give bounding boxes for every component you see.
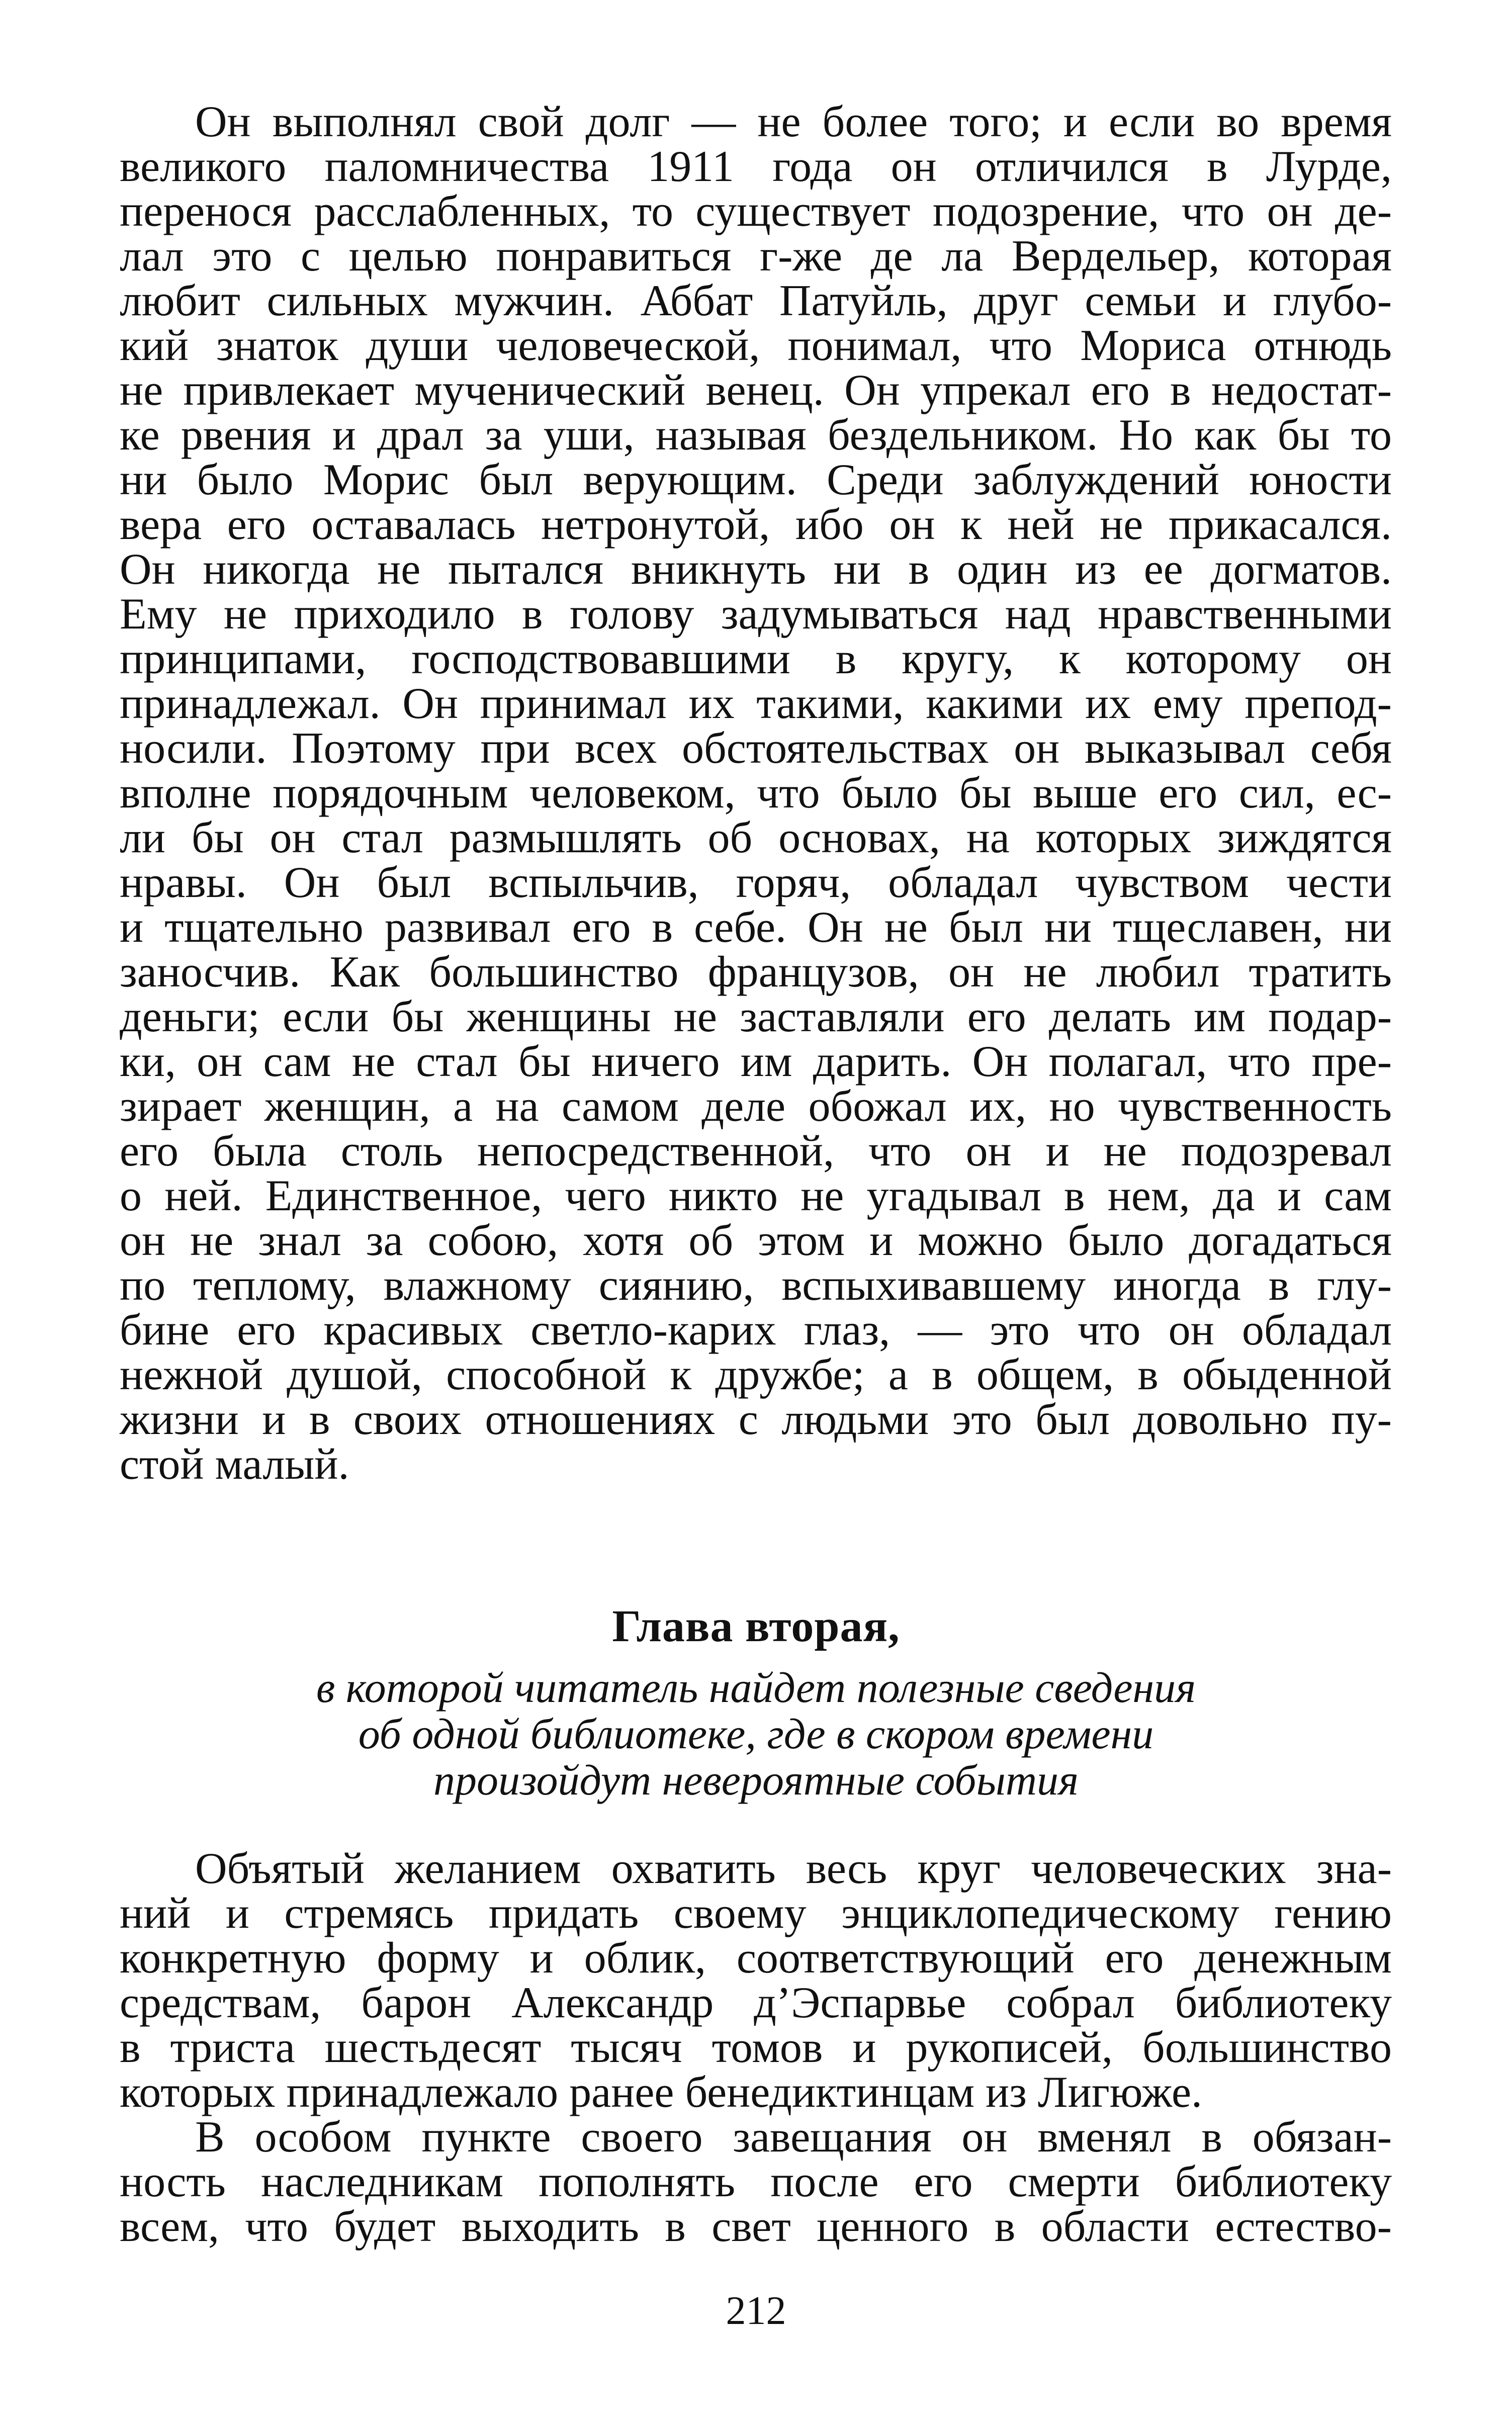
text-line: зирает женщин, а на самом деле обожал их, но чувственность [120,1082,1392,1131]
chapter-subtitle-line: об одной библиотеке, где в скором времени [358,1710,1154,1758]
text-line: по теплому, влажному сиянию, вспыхивавшему иногда в глу- [120,1261,1392,1310]
text-line: жизни и в своих отношениях с людьми это был довольно пу- [120,1395,1392,1444]
page-number: 212 [726,2289,786,2333]
text-line: принципами, господствовавшими в кругу, к которому он [120,635,1392,683]
chapter-subtitle-line: в которой читатель найдет полезные сведения [316,1663,1196,1712]
text-line: конкретную форму и облик, соответствующий его денежным [120,1934,1392,1983]
text-line: стой малый. [120,1440,349,1489]
top-paragraph [120,100,1392,1487]
text-line: перенося расслабленных, то существует подозрение, что он де- [120,187,1392,236]
chapter-heading: Глава вторая, [612,1601,900,1651]
text-line: всем, что будет выходить в свет ценного в области естество- [120,2202,1392,2251]
text-line: Он выполнял свой долг — не более того; и если во время [195,98,1392,146]
text-line: ни было Морис был верующим. Среди заблуждений юности [120,456,1392,504]
text-line: и тщательно развивал его в себе. Он не был ни тщеславен, ни [120,903,1392,952]
text-line: ки, он сам не стал бы ничего им дарить. Он полагал, что пре- [120,1037,1392,1086]
text-line: ность наследникам пополнять после его смерти библиотеку [120,2158,1392,2206]
text-line: ний и стремясь придать своему энциклопедическому гению [120,1889,1392,1938]
chapter-subtitle-line: произойдут невероятные события [433,1756,1079,1804]
text-line: принадлежал. Он принимал их такими, какими их ему препод- [120,679,1392,728]
text-line: великого паломничества 1911 года он отличился в Лурде, [120,142,1392,191]
text-line: не привлекает мученический венец. Он упрекал его в недостат- [120,366,1392,415]
text-line: Объятый желанием охватить весь круг человеческих зна- [195,1844,1392,1893]
text-line: он не знал за собою, хотя об этом и можно было догадаться [120,1216,1392,1265]
text-line: вполне порядочным человеком, что было бы выше его сил, ес- [120,769,1392,818]
chapter-subtitle [0,1664,1512,1803]
text-line: нежной душой, способной к дружбе; а в общем, в обыденной [120,1351,1392,1399]
text-line: бине его красивых светло-карих глаз, — это что он обладал [120,1306,1392,1355]
text-line: вера его оставалась нетронутой, ибо он к ней не прикасался. [120,500,1392,549]
text-line: В особом пункте своего завещания он вменял в обязан- [195,2113,1392,2162]
text-line: деньги; если бы женщины не заставляли его делать им подар- [120,993,1392,1041]
text-line: Он никогда не пытался вникнуть ни в один из ее догматов. [120,545,1392,594]
text-line: о ней. Единственное, чего никто не угадывал в нем, да и сам [120,1172,1392,1220]
text-line: любит сильных мужчин. Аббат Патуйль, друг семьи и глубо- [120,277,1392,325]
text-line: кий знаток души человеческой, понимал, что Мориса отнюдь [120,321,1392,370]
text-line: ли бы он стал размышлять об основах, на которых зиждятся [120,814,1392,862]
text-line: лал это с целью понравиться г-же де ла Вердельер, которая [120,232,1392,281]
text-line: средствам, барон Александр д’Эспарвье собрал библиотеку [120,1979,1392,2027]
text-line: заносчив. Как большинство французов, он не любил тратить [120,948,1392,997]
text-line: которых принадлежало ранее бенедиктинцам из Лигюже. [120,2068,1203,2117]
text-line: носили. Поэтому при всех обстоятельствах он выказывал себя [120,724,1392,773]
text-line: в триста шестьдесят тысяч томов и рукописей, большинство [120,2023,1392,2072]
bottom-paragraphs [120,1846,1392,2249]
text-line: ке рвения и драл за уши, называя бездельником. Но как бы то [120,411,1392,460]
text-line: Ему не приходило в голову задумываться над нравственными [120,590,1392,639]
text-line: нравы. Он был вспыльчив, горяч, обладал чувством чести [120,858,1392,907]
text-line: его была столь непосредственной, что он и не подозревал [120,1127,1392,1176]
